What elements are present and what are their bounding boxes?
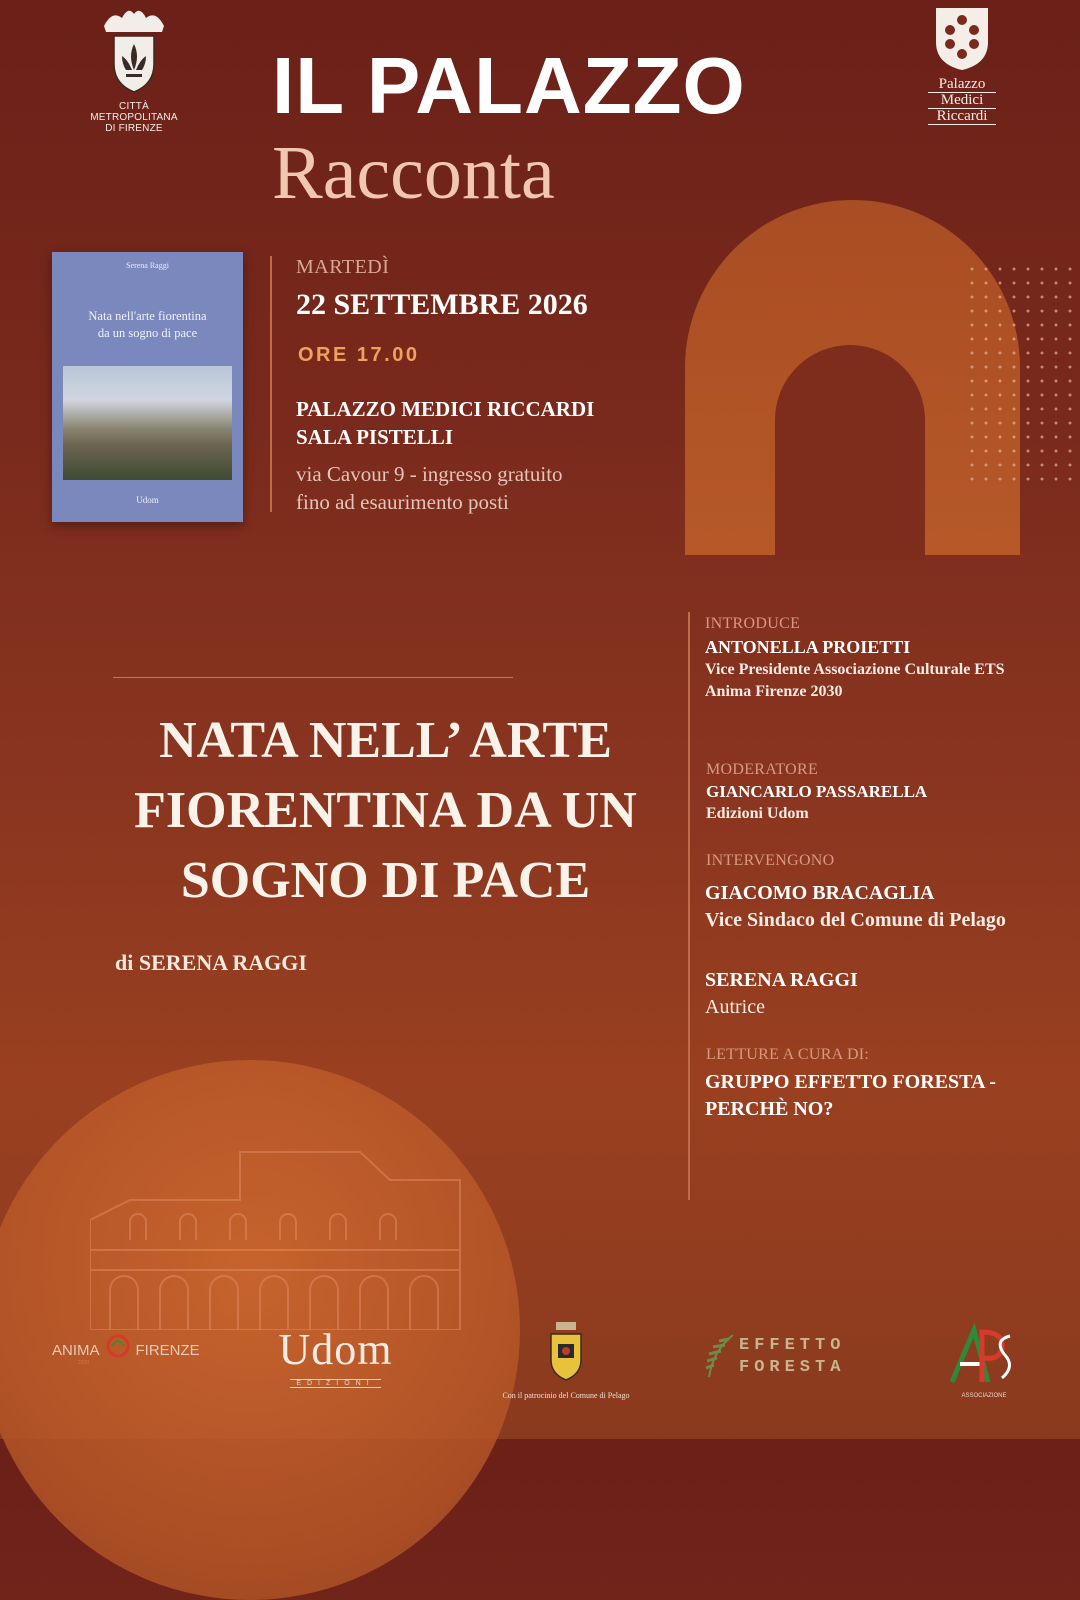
palazzo-medici-riccardi-logo: [928, 4, 996, 125]
book-cover: [52, 252, 243, 522]
book-cover-author: Serena Raggi: [126, 261, 169, 270]
book-cover-title-line2: da un sogno di pace: [97, 326, 198, 340]
introduce-label: INTRODUCE: [705, 615, 801, 632]
intervengono-label: INTERVENGONO: [706, 852, 835, 869]
udom-edizioni-logo: [258, 1325, 413, 1390]
logo-text-line1: Palazzo: [928, 77, 996, 93]
event-time: ORE 17.00: [298, 344, 420, 366]
divider-horizontal: [113, 677, 513, 678]
book-title-line1: NATA NELL’ ARTE: [159, 712, 612, 769]
book-cover-publisher: Udom: [136, 495, 159, 505]
anima-logo-text-right: FIRENZE: [135, 1342, 200, 1359]
medici-shield-icon: [932, 4, 992, 72]
divider-vertical: [688, 612, 690, 1200]
foresta-logo-line1: EFFETTO: [739, 1336, 846, 1355]
fleur-de-lis-crest-icon: [92, 4, 176, 96]
speaker2-role: Autrice: [705, 996, 765, 1018]
logo-text-line2: Medici: [928, 93, 996, 109]
logo-text-line3: Riccardi: [928, 109, 996, 125]
udom-logo-subtext: EDIZIONI: [290, 1379, 380, 1388]
decorative-arch-opening: [775, 345, 925, 560]
anima-logo-text-left: ANIMA: [52, 1342, 100, 1359]
florence-skyline-photo: [63, 366, 232, 480]
comune-di-pelago-logo: [490, 1320, 642, 1400]
letture-label: LETTURE A CURA DI:: [706, 1046, 870, 1063]
pelago-crest-icon: [548, 1320, 584, 1382]
foresta-logo-line2: FORESTA: [739, 1358, 846, 1377]
introduce-name: ANTONELLA PROIETTI: [705, 637, 911, 657]
book-title-line2: FIORENTINA DA UN: [134, 782, 637, 839]
aps-letters-icon: [944, 1322, 1024, 1388]
moderatore-organization: Edizioni Udom: [706, 805, 809, 822]
speaker2-name: SERENA RAGGI: [705, 969, 858, 991]
introduce-role: Vice Presidente Associazione Culturale ETS: [705, 661, 1005, 678]
logo-text-line2: DI FIRENZE: [105, 123, 163, 134]
event-room: SALA PISTELLI: [296, 425, 453, 449]
aps-logo: [944, 1322, 1024, 1399]
udom-logo-text: Udom: [278, 1325, 393, 1374]
event-venue: PALAZZO MEDICI RICCARDI: [296, 397, 595, 421]
logo-text-line1: CITTÀ METROPOLITANA: [90, 101, 178, 123]
page-subtitle: Racconta: [272, 131, 555, 215]
fern-leaf-icon: [703, 1331, 739, 1381]
effetto-foresta-logo: [703, 1335, 863, 1379]
decorative-dot-grid: [965, 262, 1075, 482]
letture-group-line1: GRUPPO EFFETTO FORESTA -: [705, 1071, 996, 1093]
aps-logo-text: ASSOCIAZIONE: [961, 1393, 1007, 1399]
divider-vertical: [270, 256, 272, 512]
page-title: IL PALAZZO: [272, 41, 746, 130]
book-cover-title: [52, 308, 243, 342]
event-date: 22 SETTEMBRE 2026: [296, 288, 588, 321]
speaker1-role: Vice Sindaco del Comune di Pelago: [705, 909, 1006, 931]
speaker1-name: GIACOMO BRACAGLIA: [705, 882, 935, 904]
book-title-line3: SOGNO DI PACE: [180, 852, 591, 909]
event-address: via Cavour 9 - ingresso gratuito: [296, 462, 563, 486]
book-cover-title-line1: Nata nell'arte fiorentina: [88, 309, 207, 323]
anima-logo-swirl-icon: [104, 1334, 132, 1358]
moderatore-name: GIANCARLO PASSARELLA: [706, 782, 928, 801]
letture-group-line2: PERCHÈ NO?: [705, 1098, 834, 1120]
citta-metropolitana-logo: [78, 4, 190, 134]
anima-firenze-logo: [52, 1334, 212, 1366]
palazzo-building-sketch: [90, 1140, 470, 1330]
event-availability: fino ad esaurimento posti: [296, 490, 509, 514]
anima-logo-year: 2030: [78, 1360, 90, 1366]
moderatore-label: MODERATORE: [706, 761, 819, 778]
pelago-patronage-text: Con il patrocinio del Comune di Pelago: [502, 1391, 630, 1400]
event-day: MARTEDÌ: [296, 256, 390, 278]
introduce-organization: Anima Firenze 2030: [705, 683, 843, 700]
book-title: [113, 706, 658, 916]
book-author: di SERENA RAGGI: [115, 950, 307, 975]
